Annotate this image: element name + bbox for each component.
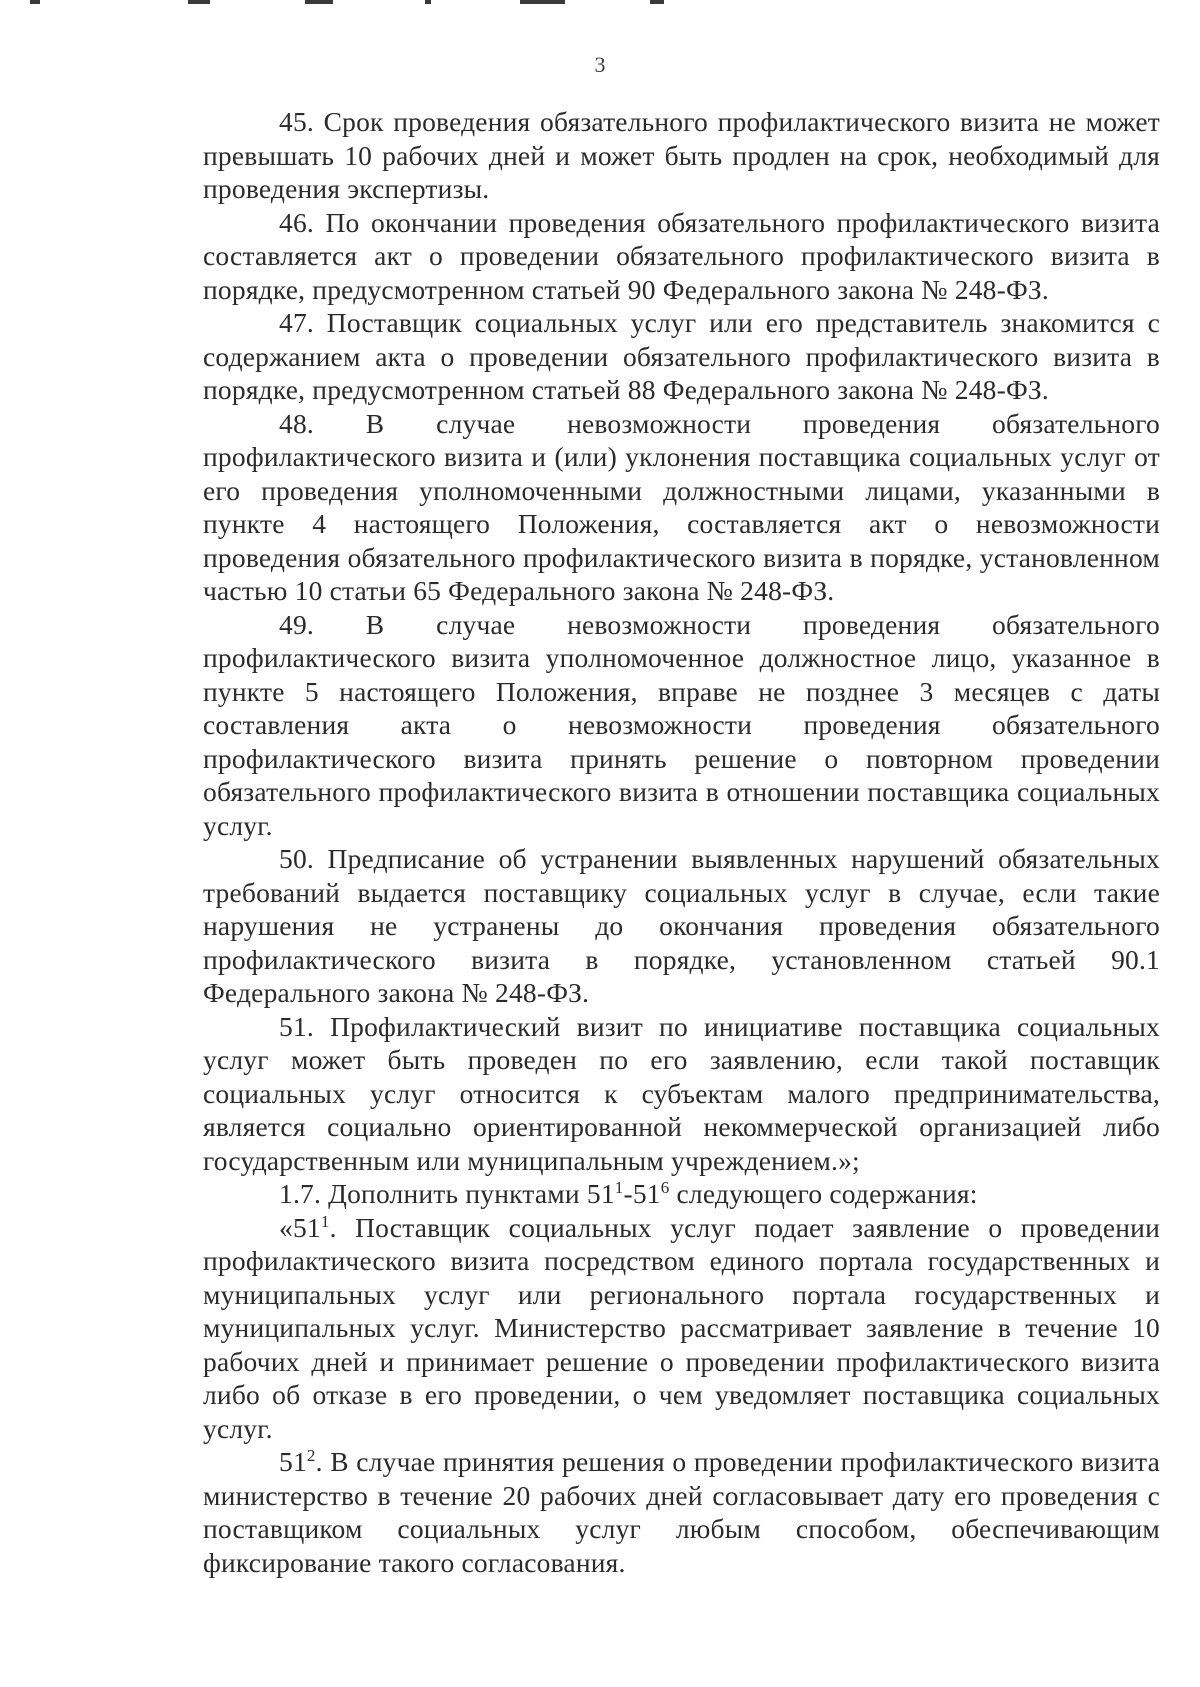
paragraph-45: [203, 105, 1160, 206]
paragraph-text: . В случае принятия решения о проведении профилактического визита министерство в течение 20 рабочих дней согласовывает дату его проведения с поставщиком социальных услуг любым способом, обеспечивающим фиксирование такого согласования.: [203, 1446, 1160, 1578]
paragraph-prefix: 1.7. Дополнить пунктами 51: [279, 1178, 615, 1209]
scan-artifact: [650, 0, 664, 4]
paragraph-text: . Поставщик социальных услуг подает заявление о проведении профилактического визита посредством единого портала государственных и муниципальных услуг или регионального портала государственных и муниципальных услуг. Министерство рассматривает заявление в течение 10 рабочих дней и принимает решение о проведении профилактического визита либо об отказе в его проведении, о чем уведомляет поставщика социальных услуг.: [203, 1211, 1160, 1444]
paragraph-text: 48. В случае невозможности проведения обязательного профилактического визита и (или) уклонения поставщика социальных услуг от его проведения уполномоченными должностными лицами, указанными в пункте 4 настоящего Положения, составляется акт о невозможности проведения обязательного профилактического визита в порядке, установленном частью 10 статьи 65 Федерального закона № 248-ФЗ.: [203, 407, 1160, 606]
scan-artifact: [425, 0, 431, 4]
paragraph-prefix: 51: [279, 1446, 307, 1477]
paragraph-48: [203, 407, 1160, 608]
paragraph-51-2: [203, 1445, 1160, 1579]
page-number: 3: [594, 52, 606, 77]
paragraph-text: 47. Поставщик социальных услуг или его представитель знакомится с содержанием акта о проведении обязательного профилактического визита в порядке, предусмотренном статьей 88 Федерального закона № 248-ФЗ.: [203, 307, 1160, 405]
superscript: 1: [320, 1211, 330, 1231]
paragraph-50: [203, 842, 1160, 1010]
paragraph-47: [203, 306, 1160, 407]
paragraph-text: 46. По окончании проведения обязательного профилактического визита составляется акт о проведении обязательного профилактического визита в порядке, предусмотренном статьей 90 Федерального закона № 248-ФЗ.: [203, 206, 1160, 305]
paragraph-text: 51. Профилактический визит по инициативе поставщика социальных услуг может быть проведен по его заявлению, если такой поставщик социальных услуг относится к субъектам малого предпринимательства, является социально ориентированной некоммерческой организацией либо государственным или муниципальным учреждением.»;: [203, 1010, 1160, 1176]
scan-artifact: [305, 0, 333, 4]
document-body: [203, 105, 1160, 1579]
paragraph-text: 49. В случае невозможности проведения обязательного профилактического визита уполномоченное должностное лицо, указанное в пункте 5 настоящего Положения, вправе не позднее 3 месяцев с даты составления акта о невозможности проведения обязательного профилактического визита принять решение о повторном проведении обязательного профилактического визита в отношении поставщика социальных услуг.: [203, 608, 1160, 841]
paragraph-text: следующего содержания:: [669, 1178, 978, 1209]
paragraph-text: 45. Срок проведения обязательного профилактического визита не может превышать 10 рабочих дней и может быть продлен на срок, необходимый для проведения экспертизы.: [203, 106, 1160, 204]
superscript: 1: [614, 1178, 624, 1197]
paragraph-49: [203, 608, 1160, 843]
paragraph-51-1: [203, 1211, 1160, 1446]
paragraph-text: 50. Предписание об устранении выявленных нарушений обязательных требований выдается поставщику социальных услуг в случае, если такие нарушения не устранены до окончания проведения обязательного профилактического визита в порядке, установленном статьей 90.1 Федерального закона № 248-ФЗ.: [203, 843, 1160, 1008]
scan-artifact: [30, 0, 40, 4]
superscript: 6: [660, 1178, 670, 1197]
paragraph-1-7: [203, 1177, 1160, 1211]
scan-artifact: [520, 0, 565, 4]
paragraph-51: [203, 1010, 1160, 1178]
superscript: 2: [306, 1446, 316, 1465]
scan-artifact: [188, 0, 210, 4]
paragraph-46: [203, 206, 1160, 307]
paragraph-prefix: «51: [279, 1211, 321, 1243]
paragraph-middle: -51: [623, 1178, 661, 1209]
